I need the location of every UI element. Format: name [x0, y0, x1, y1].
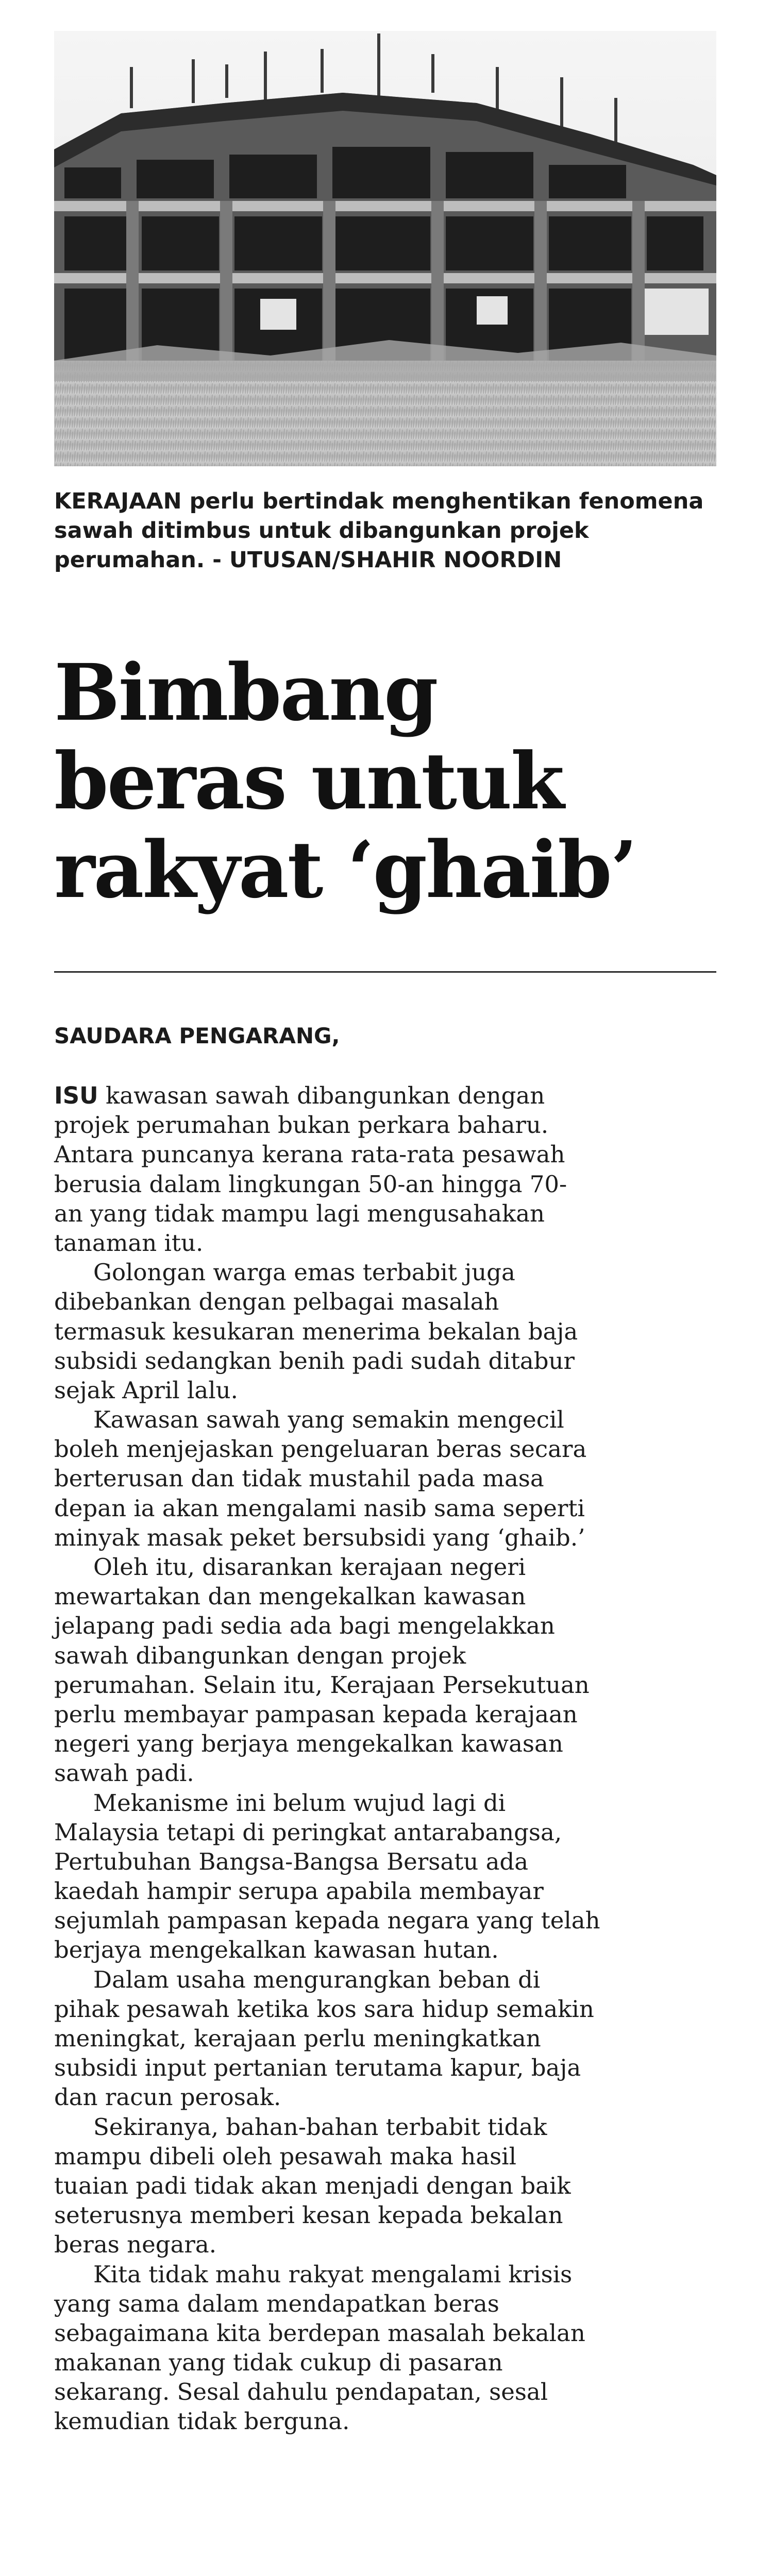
body-line: perumahan. Selain itu, Kerajaan Persekutuan — [54, 1671, 590, 1699]
headline-divider — [54, 971, 716, 973]
body-line: berjaya mengekalkan kawasan hutan. — [54, 1936, 499, 1964]
paragraph-start: Sekiranya, bahan-bahan terbabit tidak — [93, 2113, 547, 2141]
body-line: kemudian tidak berguna. — [54, 2408, 350, 2435]
body-line: sekarang. Sesal dahulu pendapatan, sesal — [54, 2378, 548, 2406]
body-line: boleh menjejaskan pengeluaran beras secara — [54, 1435, 587, 1463]
body-line: sejak April lalu. — [54, 1376, 238, 1404]
body-line: sejumlah pampasan kepada negara yang telah — [54, 1907, 600, 1935]
body-line: berusia dalam lingkungan 50-an hingga 70- — [54, 1170, 567, 1198]
body-line: mewartakan dan mengekalkan kawasan — [54, 1583, 526, 1611]
body-line: an yang tidak mampu lagi mengusahakan — [54, 1199, 545, 1227]
body-line: subsidi input pertanian terutama kapur, baja — [54, 2054, 581, 2082]
body-line: Malaysia tetapi di peringkat antarabangsa, — [54, 1818, 562, 1846]
body-line: dan racun perosak. — [54, 2083, 281, 2111]
article-photo — [54, 31, 716, 466]
paragraph-start: Dalam usaha mengurangkan beban di — [93, 1965, 541, 1993]
body-line: sebagaimana kita berdepan masalah bekalan — [54, 2319, 585, 2347]
paragraph-start: Kawasan sawah yang semakin mengecil — [93, 1406, 564, 1434]
headline-line: Bimbang — [54, 647, 437, 738]
body-line: seterusnya memberi kesan kepada bekalan — [54, 2201, 563, 2229]
body-line: beras negara. — [54, 2231, 217, 2259]
body-line: kaedah hampir serupa apabila membayar — [54, 1877, 544, 1905]
photo-caption: KERAJAAN perlu bertindak menghentikan fenomena sawah ditimbus untuk dibangunkan projek perumahan. - UTUSAN/SHAHIR NOORDIN — [54, 488, 704, 573]
headline-line: beras untuk — [54, 735, 563, 827]
body-line: pihak pesawah ketika kos sara hidup semakin — [54, 1995, 594, 2023]
paragraph-start: Oleh itu, disarankan kerajaan negeri — [93, 1553, 526, 1581]
body-line: tanaman itu. — [54, 1229, 204, 1257]
body-line: projek perumahan bukan perkara baharu. — [54, 1111, 549, 1139]
lead-word: ISU — [54, 1082, 98, 1109]
body-line: ISU kawasan sawah dibangunkan dengan — [54, 1082, 545, 1109]
body-line: sawah padi. — [54, 1759, 194, 1787]
body-line: minyak masak peket bersubsidi yang ‘ghaib.’ — [54, 1523, 585, 1551]
body-line: negeri yang berjaya mengekalkan kawasan — [54, 1730, 563, 1758]
letter-body — [54, 1081, 719, 2436]
body-line: berterusan dan tidak mustahil pada masa — [54, 1465, 544, 1493]
body-line: tuaian padi tidak akan menjadi dengan baik — [54, 2172, 571, 2199]
paragraph-start: Mekanisme ini belum wujud lagi di — [93, 1789, 506, 1817]
body-line: depan ia akan mengalami nasib sama seperti — [54, 1494, 585, 1522]
headline-line: rakyat ‘ghaib’ — [54, 824, 636, 916]
body-line: termasuk kesukaran menerima bekalan baja — [54, 1317, 578, 1345]
body-line: makanan yang tidak cukup di pasaran — [54, 2349, 503, 2377]
abandoned-building-image — [54, 31, 716, 466]
paragraph-start: Golongan warga emas terbabit juga — [93, 1259, 515, 1286]
body-line: meningkat, kerajaan perlu meningkatkan — [54, 2025, 541, 2052]
body-line: Pertubuhan Bangsa-Bangsa Bersatu ada — [54, 1848, 529, 1875]
letter-salutation: SAUDARA PENGARANG, — [54, 1023, 340, 1048]
body-line: yang sama dalam mendapatkan beras — [54, 2290, 499, 2317]
body-line: Antara puncanya kerana rata-rata pesawah — [54, 1141, 565, 1168]
body-line: perlu membayar pampasan kepada kerajaan — [54, 1700, 578, 1728]
body-line: jelapang padi sedia ada bagi mengelakkan — [54, 1612, 555, 1640]
body-line: subsidi sedangkan benih padi sudah ditabur — [54, 1347, 575, 1375]
paragraph-start: Kita tidak mahu rakyat mengalami krisis — [93, 2260, 573, 2288]
body-line: sawah dibangunkan dengan projek — [54, 1641, 466, 1669]
body-line: dibebankan dengan pelbagai masalah — [54, 1288, 499, 1316]
article-headline — [54, 648, 719, 914]
body-line: mampu dibeli oleh pesawah maka hasil — [54, 2142, 516, 2170]
